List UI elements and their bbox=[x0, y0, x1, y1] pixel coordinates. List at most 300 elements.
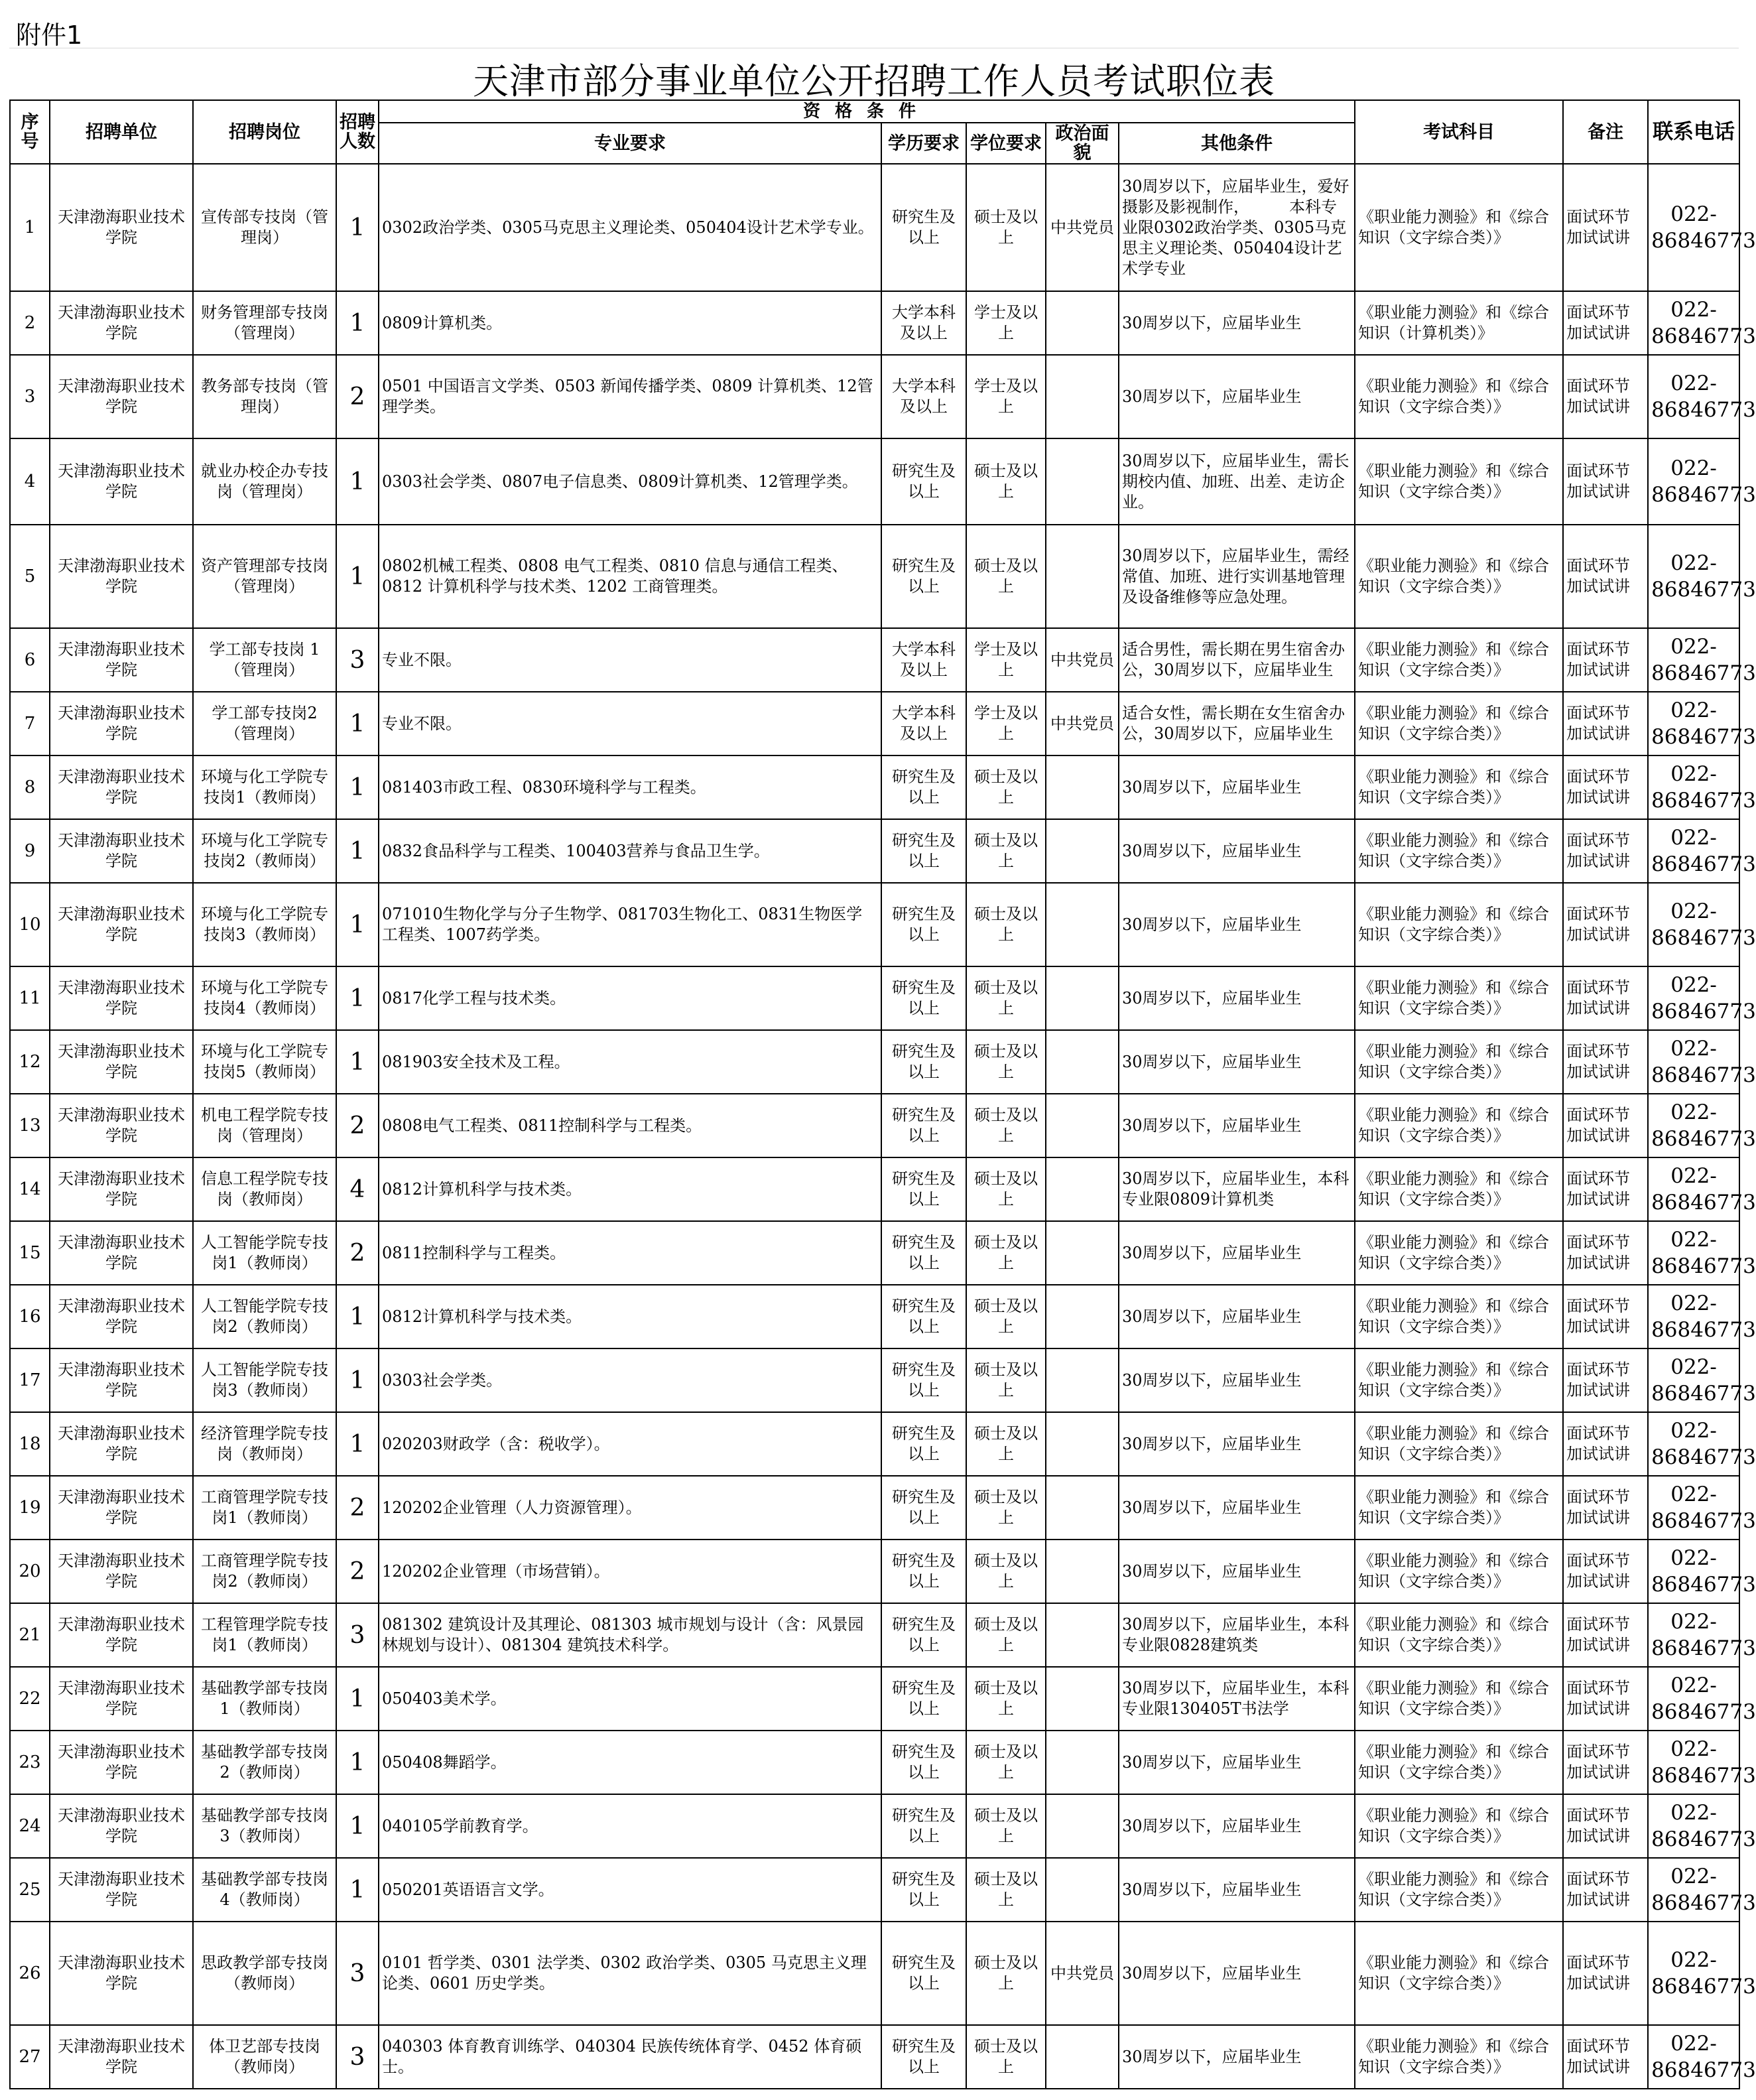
row-education: 研究生及以上 bbox=[881, 1285, 966, 1348]
row-seq: 16 bbox=[10, 1285, 50, 1348]
table-row bbox=[10, 1157, 1739, 1221]
row-seq: 22 bbox=[10, 1667, 50, 1731]
table-row bbox=[10, 819, 1739, 883]
row-seq: 26 bbox=[10, 1922, 50, 2025]
row-major: 0811控制科学与工程类。 bbox=[379, 1221, 881, 1285]
row-other: 30周岁以下，应届毕业生 bbox=[1119, 291, 1355, 355]
row-degree: 学士及以上 bbox=[966, 355, 1046, 438]
row-major: 0812计算机科学与技术类。 bbox=[379, 1157, 881, 1221]
row-post: 就业办校企办专技岗（管理岗） bbox=[193, 438, 336, 525]
row-unit: 天津渤海职业技术学院 bbox=[50, 1603, 193, 1667]
row-other: 30周岁以下，应届毕业生 bbox=[1119, 2025, 1355, 2089]
row-degree: 硕士及以上 bbox=[966, 1412, 1046, 1476]
row-count: 2 bbox=[336, 355, 379, 438]
row-post: 宣传部专技岗（管理岗） bbox=[193, 164, 336, 291]
row-education: 研究生及以上 bbox=[881, 1221, 966, 1285]
row-remark: 面试环节加试试讲 bbox=[1563, 2025, 1648, 2089]
row-count: 1 bbox=[336, 1858, 379, 1922]
row-count: 3 bbox=[336, 2025, 379, 2089]
header-remark: 备注 bbox=[1563, 100, 1648, 164]
row-remark: 面试环节加试试讲 bbox=[1563, 1922, 1648, 2025]
row-phone: 022-86846773 bbox=[1648, 438, 1739, 525]
row-other: 30周岁以下，应届毕业生 bbox=[1119, 355, 1355, 438]
row-other: 30周岁以下，应届毕业生，需长期校内值、加班、出差、走访企业。 bbox=[1119, 438, 1355, 525]
row-post: 基础教学部专技岗4（教师岗） bbox=[193, 1858, 336, 1922]
row-remark: 面试环节加试试讲 bbox=[1563, 966, 1648, 1030]
header-exam: 考试科目 bbox=[1355, 100, 1563, 164]
row-unit: 天津渤海职业技术学院 bbox=[50, 525, 193, 628]
row-phone: 022-86846773 bbox=[1648, 1794, 1739, 1858]
row-education: 研究生及以上 bbox=[881, 1731, 966, 1794]
row-politics bbox=[1046, 2025, 1119, 2089]
row-exam: 《职业能力测验》和《综合知识（文字综合类）》 bbox=[1355, 819, 1563, 883]
row-post: 环境与化工学院专技岗3（教师岗） bbox=[193, 883, 336, 966]
row-count: 1 bbox=[336, 1794, 379, 1858]
row-unit: 天津渤海职业技术学院 bbox=[50, 883, 193, 966]
spreadsheet bbox=[9, 9, 1756, 2092]
row-politics: 中共党员 bbox=[1046, 692, 1119, 755]
row-count: 3 bbox=[336, 1922, 379, 2025]
row-degree: 硕士及以上 bbox=[966, 1603, 1046, 1667]
positions-table bbox=[9, 99, 1756, 2089]
table-row bbox=[10, 883, 1739, 966]
row-phone: 022-86846773 bbox=[1648, 1221, 1739, 1285]
table-row bbox=[10, 692, 1739, 755]
header-qualifications: 资格条件 bbox=[379, 100, 1355, 123]
row-politics bbox=[1046, 966, 1119, 1030]
row-education: 研究生及以上 bbox=[881, 164, 966, 291]
table-row bbox=[10, 1348, 1739, 1412]
row-education: 研究生及以上 bbox=[881, 2025, 966, 2089]
row-unit: 天津渤海职业技术学院 bbox=[50, 438, 193, 525]
row-major: 0802机械工程类、0808 电气工程类、0810 信息与通信工程类、0812 计算机科学与技术类、1202 工商管理类。 bbox=[379, 525, 881, 628]
row-major: 0812计算机科学与技术类。 bbox=[379, 1285, 881, 1348]
row-remark: 面试环节加试试讲 bbox=[1563, 1794, 1648, 1858]
row-phone: 022-86846773 bbox=[1648, 355, 1739, 438]
row-degree: 硕士及以上 bbox=[966, 1794, 1046, 1858]
table-row bbox=[10, 1285, 1739, 1348]
header-seq: 序号 bbox=[10, 100, 50, 164]
row-degree: 学士及以上 bbox=[966, 692, 1046, 755]
row-seq: 15 bbox=[10, 1221, 50, 1285]
row-count: 1 bbox=[336, 819, 379, 883]
row-exam: 《职业能力测验》和《综合知识（文字综合类）》 bbox=[1355, 628, 1563, 692]
row-remark: 面试环节加试试讲 bbox=[1563, 438, 1648, 525]
row-seq: 6 bbox=[10, 628, 50, 692]
row-count: 2 bbox=[336, 1094, 379, 1157]
row-seq: 23 bbox=[10, 1731, 50, 1794]
row-count: 4 bbox=[336, 1157, 379, 1221]
table-row bbox=[10, 1412, 1739, 1476]
row-post: 资产管理部专技岗（管理岗） bbox=[193, 525, 336, 628]
row-politics bbox=[1046, 291, 1119, 355]
row-seq: 18 bbox=[10, 1412, 50, 1476]
row-politics bbox=[1046, 1030, 1119, 1094]
row-unit: 天津渤海职业技术学院 bbox=[50, 966, 193, 1030]
row-education: 研究生及以上 bbox=[881, 966, 966, 1030]
row-count: 1 bbox=[336, 1731, 379, 1794]
row-education: 研究生及以上 bbox=[881, 819, 966, 883]
table-body bbox=[10, 164, 1756, 2089]
row-phone: 022-86846773 bbox=[1648, 1476, 1739, 1540]
row-politics bbox=[1046, 1603, 1119, 1667]
row-remark: 面试环节加试试讲 bbox=[1563, 1476, 1648, 1540]
row-major: 040105学前教育学。 bbox=[379, 1794, 881, 1858]
row-degree: 学士及以上 bbox=[966, 628, 1046, 692]
row-phone: 022-86846773 bbox=[1648, 1858, 1739, 1922]
row-major: 0101 哲学类、0301 法学类、0302 政治学类、0305 马克思主义理论类、0601 历史学类。 bbox=[379, 1922, 881, 2025]
row-phone: 022-86846773 bbox=[1648, 291, 1739, 355]
row-major: 050408舞蹈学。 bbox=[379, 1731, 881, 1794]
row-exam: 《职业能力测验》和《综合知识（文字综合类）》 bbox=[1355, 1348, 1563, 1412]
row-seq: 13 bbox=[10, 1094, 50, 1157]
row-remark: 面试环节加试试讲 bbox=[1563, 755, 1648, 819]
row-seq: 17 bbox=[10, 1348, 50, 1412]
row-education: 大学本科及以上 bbox=[881, 291, 966, 355]
row-major: 081302 建筑设计及其理论、081303 城市规划与设计（含：风景园林规划与设计）、081304 建筑技术科学。 bbox=[379, 1603, 881, 1667]
row-education: 大学本科及以上 bbox=[881, 628, 966, 692]
row-politics bbox=[1046, 355, 1119, 438]
row-other: 适合男性，需长期在男生宿舍办公，30周岁以下，应届毕业生 bbox=[1119, 628, 1355, 692]
row-major: 专业不限。 bbox=[379, 692, 881, 755]
row-post: 基础教学部专技岗3（教师岗） bbox=[193, 1794, 336, 1858]
row-other: 30周岁以下，应届毕业生，本科专业限0809计算机类 bbox=[1119, 1157, 1355, 1221]
row-phone: 022-86846773 bbox=[1648, 1030, 1739, 1094]
row-remark: 面试环节加试试讲 bbox=[1563, 1412, 1648, 1476]
row-remark: 面试环节加试试讲 bbox=[1563, 1667, 1648, 1731]
row-politics: 中共党员 bbox=[1046, 1922, 1119, 2025]
table-row bbox=[10, 966, 1739, 1030]
row-politics bbox=[1046, 1476, 1119, 1540]
header-post: 招聘岗位 bbox=[193, 100, 336, 164]
row-degree: 硕士及以上 bbox=[966, 1476, 1046, 1540]
row-other: 30周岁以下，应届毕业生 bbox=[1119, 1094, 1355, 1157]
row-exam: 《职业能力测验》和《综合知识（文字综合类）》 bbox=[1355, 1476, 1563, 1540]
annex-label: 附件1 bbox=[16, 21, 83, 50]
row-seq: 14 bbox=[10, 1157, 50, 1221]
row-remark: 面试环节加试试讲 bbox=[1563, 291, 1648, 355]
row-post: 教务部专技岗（管理岗） bbox=[193, 355, 336, 438]
row-phone: 022-86846773 bbox=[1648, 883, 1739, 966]
row-post: 基础教学部专技岗1（教师岗） bbox=[193, 1667, 336, 1731]
row-major: 0832食品科学与工程类、100403营养与食品卫生学。 bbox=[379, 819, 881, 883]
row-unit: 天津渤海职业技术学院 bbox=[50, 1476, 193, 1540]
row-other: 30周岁以下，应届毕业生，需经常值、加班、进行实训基地管理及设备维修等应急处理。 bbox=[1119, 525, 1355, 628]
row-remark: 面试环节加试试讲 bbox=[1563, 883, 1648, 966]
row-count: 3 bbox=[336, 1603, 379, 1667]
row-seq: 21 bbox=[10, 1603, 50, 1667]
table-row bbox=[10, 1603, 1739, 1667]
table-row bbox=[10, 291, 1739, 355]
row-education: 研究生及以上 bbox=[881, 1858, 966, 1922]
row-other: 30周岁以下，应届毕业生 bbox=[1119, 755, 1355, 819]
row-major: 071010生物化学与分子生物学、081703生物化工、0831生物医学工程类、1007药学类。 bbox=[379, 883, 881, 966]
row-exam: 《职业能力测验》和《综合知识（文字综合类）》 bbox=[1355, 1157, 1563, 1221]
row-exam: 《职业能力测验》和《综合知识（文字综合类）》 bbox=[1355, 755, 1563, 819]
row-count: 1 bbox=[336, 692, 379, 755]
table-row bbox=[10, 1858, 1739, 1922]
row-remark: 面试环节加试试讲 bbox=[1563, 1731, 1648, 1794]
row-major: 0302政治学类、0305马克思主义理论类、050404设计艺术学专业。 bbox=[379, 164, 881, 291]
row-remark: 面试环节加试试讲 bbox=[1563, 819, 1648, 883]
table-row bbox=[10, 1922, 1739, 2025]
row-post: 工商管理学院专技岗2（教师岗） bbox=[193, 1540, 336, 1603]
row-remark: 面试环节加试试讲 bbox=[1563, 1030, 1648, 1094]
row-other: 30周岁以下，应届毕业生，本科专业限130405T书法学 bbox=[1119, 1667, 1355, 1731]
row-count: 3 bbox=[336, 628, 379, 692]
row-degree: 硕士及以上 bbox=[966, 966, 1046, 1030]
row-count: 1 bbox=[336, 755, 379, 819]
row-degree: 硕士及以上 bbox=[966, 2025, 1046, 2089]
row-exam: 《职业能力测验》和《综合知识（文字综合类）》 bbox=[1355, 164, 1563, 291]
row-remark: 面试环节加试试讲 bbox=[1563, 164, 1648, 291]
row-unit: 天津渤海职业技术学院 bbox=[50, 2025, 193, 2089]
row-education: 研究生及以上 bbox=[881, 525, 966, 628]
row-degree: 硕士及以上 bbox=[966, 1157, 1046, 1221]
row-degree: 硕士及以上 bbox=[966, 1221, 1046, 1285]
row-unit: 天津渤海职业技术学院 bbox=[50, 1794, 193, 1858]
row-count: 1 bbox=[336, 1348, 379, 1412]
table-row bbox=[10, 628, 1739, 692]
row-seq: 20 bbox=[10, 1540, 50, 1603]
row-unit: 天津渤海职业技术学院 bbox=[50, 819, 193, 883]
row-phone: 022-86846773 bbox=[1648, 819, 1739, 883]
row-count: 2 bbox=[336, 1476, 379, 1540]
row-exam: 《职业能力测验》和《综合知识（文字综合类）》 bbox=[1355, 1412, 1563, 1476]
row-seq: 2 bbox=[10, 291, 50, 355]
row-post: 信息工程学院专技岗（教师岗） bbox=[193, 1157, 336, 1221]
row-exam: 《职业能力测验》和《综合知识（文字综合类）》 bbox=[1355, 1094, 1563, 1157]
row-major: 050201英语语言文学。 bbox=[379, 1858, 881, 1922]
row-politics bbox=[1046, 883, 1119, 966]
row-other: 30周岁以下，应届毕业生 bbox=[1119, 1476, 1355, 1540]
row-exam: 《职业能力测验》和《综合知识（文字综合类）》 bbox=[1355, 1667, 1563, 1731]
row-unit: 天津渤海职业技术学院 bbox=[50, 1667, 193, 1731]
row-remark: 面试环节加试试讲 bbox=[1563, 1540, 1648, 1603]
row-major: 081403市政工程、0830环境科学与工程类。 bbox=[379, 755, 881, 819]
header-count: 招聘人数 bbox=[336, 100, 379, 164]
row-exam: 《职业能力测验》和《综合知识（文字综合类）》 bbox=[1355, 1221, 1563, 1285]
row-count: 2 bbox=[336, 1540, 379, 1603]
row-phone: 022-86846773 bbox=[1648, 966, 1739, 1030]
row-post: 环境与化工学院专技岗4（教师岗） bbox=[193, 966, 336, 1030]
row-education: 研究生及以上 bbox=[881, 755, 966, 819]
row-remark: 面试环节加试试讲 bbox=[1563, 355, 1648, 438]
row-degree: 硕士及以上 bbox=[966, 1667, 1046, 1731]
row-count: 1 bbox=[336, 1667, 379, 1731]
row-other: 30周岁以下，应届毕业生 bbox=[1119, 1922, 1355, 2025]
row-phone: 022-86846773 bbox=[1648, 1094, 1739, 1157]
row-post: 学工部专技岗 1（管理岗） bbox=[193, 628, 336, 692]
row-major: 050403美术学。 bbox=[379, 1667, 881, 1731]
row-unit: 天津渤海职业技术学院 bbox=[50, 1412, 193, 1476]
row-major: 020203财政学（含：税收学）。 bbox=[379, 1412, 881, 1476]
row-unit: 天津渤海职业技术学院 bbox=[50, 1030, 193, 1094]
table-row bbox=[10, 1540, 1739, 1603]
row-post: 工程管理学院专技岗1（教师岗） bbox=[193, 1603, 336, 1667]
row-phone: 022-86846773 bbox=[1648, 1731, 1739, 1794]
row-post: 体卫艺部专技岗（教师岗） bbox=[193, 2025, 336, 2089]
row-phone: 022-86846773 bbox=[1648, 1922, 1739, 2025]
row-exam: 《职业能力测验》和《综合知识（文字综合类）》 bbox=[1355, 355, 1563, 438]
row-degree: 硕士及以上 bbox=[966, 755, 1046, 819]
row-phone: 022-86846773 bbox=[1648, 525, 1739, 628]
row-major: 0808电气工程类、0811控制科学与工程类。 bbox=[379, 1094, 881, 1157]
row-education: 研究生及以上 bbox=[881, 438, 966, 525]
row-exam: 《职业能力测验》和《综合知识（文字综合类）》 bbox=[1355, 966, 1563, 1030]
row-exam: 《职业能力测验》和《综合知识（文字综合类）》 bbox=[1355, 1731, 1563, 1794]
row-degree: 硕士及以上 bbox=[966, 1285, 1046, 1348]
row-unit: 天津渤海职业技术学院 bbox=[50, 291, 193, 355]
row-other: 30周岁以下，应届毕业生 bbox=[1119, 1221, 1355, 1285]
table-row bbox=[10, 525, 1739, 628]
row-seq: 3 bbox=[10, 355, 50, 438]
row-phone: 022-86846773 bbox=[1648, 755, 1739, 819]
row-seq: 10 bbox=[10, 883, 50, 966]
row-politics bbox=[1046, 1540, 1119, 1603]
row-politics bbox=[1046, 1221, 1119, 1285]
row-exam: 《职业能力测验》和《综合知识（文字综合类）》 bbox=[1355, 525, 1563, 628]
row-count: 1 bbox=[336, 525, 379, 628]
table-row bbox=[10, 2025, 1739, 2089]
row-unit: 天津渤海职业技术学院 bbox=[50, 1540, 193, 1603]
row-politics bbox=[1046, 1094, 1119, 1157]
title-row bbox=[9, 48, 1739, 102]
row-unit: 天津渤海职业技术学院 bbox=[50, 1285, 193, 1348]
row-seq: 27 bbox=[10, 2025, 50, 2089]
row-major: 0303社会学类、0807电子信息类、0809计算机类、12管理学类。 bbox=[379, 438, 881, 525]
row-education: 研究生及以上 bbox=[881, 1030, 966, 1094]
row-major: 0501 中国语言文学类、0503 新闻传播学类、0809 计算机类、12管理学类。 bbox=[379, 355, 881, 438]
row-exam: 《职业能力测验》和《综合知识（文字综合类）》 bbox=[1355, 1858, 1563, 1922]
row-post: 环境与化工学院专技岗1（教师岗） bbox=[193, 755, 336, 819]
row-degree: 硕士及以上 bbox=[966, 1348, 1046, 1412]
row-seq: 4 bbox=[10, 438, 50, 525]
row-seq: 9 bbox=[10, 819, 50, 883]
row-education: 研究生及以上 bbox=[881, 1348, 966, 1412]
row-politics bbox=[1046, 1412, 1119, 1476]
row-post: 财务管理部专技岗（管理岗） bbox=[193, 291, 336, 355]
row-education: 研究生及以上 bbox=[881, 1603, 966, 1667]
row-unit: 天津渤海职业技术学院 bbox=[50, 628, 193, 692]
row-other: 30周岁以下，应届毕业生 bbox=[1119, 1731, 1355, 1794]
row-remark: 面试环节加试试讲 bbox=[1563, 1221, 1648, 1285]
row-other: 30周岁以下，应届毕业生，本科专业限0828建筑类 bbox=[1119, 1603, 1355, 1667]
row-phone: 022-86846773 bbox=[1648, 628, 1739, 692]
row-education: 研究生及以上 bbox=[881, 1540, 966, 1603]
table-row bbox=[10, 1476, 1739, 1540]
table-row bbox=[10, 438, 1739, 525]
row-politics bbox=[1046, 1285, 1119, 1348]
row-other: 30周岁以下，应届毕业生 bbox=[1119, 1412, 1355, 1476]
row-politics bbox=[1046, 1731, 1119, 1794]
row-unit: 天津渤海职业技术学院 bbox=[50, 1858, 193, 1922]
header-politics: 政治面貌 bbox=[1046, 123, 1119, 164]
row-unit: 天津渤海职业技术学院 bbox=[50, 1157, 193, 1221]
row-count: 2 bbox=[336, 1221, 379, 1285]
row-remark: 面试环节加试试讲 bbox=[1563, 1348, 1648, 1412]
annex-row bbox=[9, 9, 1739, 48]
row-exam: 《职业能力测验》和《综合知识（文字综合类）》 bbox=[1355, 1922, 1563, 2025]
row-remark: 面试环节加试试讲 bbox=[1563, 692, 1648, 755]
row-remark: 面试环节加试试讲 bbox=[1563, 525, 1648, 628]
row-post: 机电工程学院专技岗（管理岗） bbox=[193, 1094, 336, 1157]
row-remark: 面试环节加试试讲 bbox=[1563, 1094, 1648, 1157]
row-politics bbox=[1046, 1157, 1119, 1221]
row-phone: 022-86846773 bbox=[1648, 1603, 1739, 1667]
row-seq: 11 bbox=[10, 966, 50, 1030]
header-degree: 学位要求 bbox=[966, 123, 1046, 164]
row-degree: 硕士及以上 bbox=[966, 1731, 1046, 1794]
table-row bbox=[10, 1221, 1739, 1285]
row-exam: 《职业能力测验》和《综合知识（文字综合类）》 bbox=[1355, 2025, 1563, 2089]
row-unit: 天津渤海职业技术学院 bbox=[50, 1922, 193, 2025]
row-exam: 《职业能力测验》和《综合知识（文字综合类）》 bbox=[1355, 1285, 1563, 1348]
row-post: 基础教学部专技岗2（教师岗） bbox=[193, 1731, 336, 1794]
row-education: 研究生及以上 bbox=[881, 1476, 966, 1540]
table-row bbox=[10, 755, 1739, 819]
row-politics bbox=[1046, 819, 1119, 883]
row-seq: 5 bbox=[10, 525, 50, 628]
row-exam: 《职业能力测验》和《综合知识（文字综合类）》 bbox=[1355, 692, 1563, 755]
row-unit: 天津渤海职业技术学院 bbox=[50, 355, 193, 438]
row-education: 研究生及以上 bbox=[881, 1667, 966, 1731]
row-other: 30周岁以下，应届毕业生 bbox=[1119, 1540, 1355, 1603]
header-phone: 联系电话 bbox=[1648, 100, 1739, 164]
row-phone: 022-86846773 bbox=[1648, 1348, 1739, 1412]
header-major: 专业要求 bbox=[379, 123, 881, 164]
row-other: 30周岁以下，应届毕业生，爱好摄影及影视制作， 本科专业限0302政治学类、0305马克思主义理论类、050404设计艺术学专业 bbox=[1119, 164, 1355, 291]
row-major: 081903安全技术及工程。 bbox=[379, 1030, 881, 1094]
row-degree: 硕士及以上 bbox=[966, 438, 1046, 525]
row-other: 30周岁以下，应届毕业生 bbox=[1119, 1348, 1355, 1412]
row-other: 30周岁以下，应届毕业生 bbox=[1119, 1030, 1355, 1094]
row-count: 1 bbox=[336, 966, 379, 1030]
row-phone: 022-86846773 bbox=[1648, 1285, 1739, 1348]
table-row bbox=[10, 355, 1739, 438]
row-education: 大学本科及以上 bbox=[881, 692, 966, 755]
row-post: 人工智能学院专技岗2（教师岗） bbox=[193, 1285, 336, 1348]
table-row bbox=[10, 1030, 1739, 1094]
row-unit: 天津渤海职业技术学院 bbox=[50, 164, 193, 291]
row-major: 120202企业管理（人力资源管理）。 bbox=[379, 1476, 881, 1540]
row-other: 30周岁以下，应届毕业生 bbox=[1119, 1858, 1355, 1922]
row-post: 工商管理学院专技岗1（教师岗） bbox=[193, 1476, 336, 1540]
row-count: 1 bbox=[336, 164, 379, 291]
row-count: 1 bbox=[336, 438, 379, 525]
page-title: 天津市部分事业单位公开招聘工作人员考试职位表 bbox=[473, 60, 1275, 102]
table-row bbox=[10, 1794, 1739, 1858]
row-degree: 硕士及以上 bbox=[966, 819, 1046, 883]
row-post: 环境与化工学院专技岗2（教师岗） bbox=[193, 819, 336, 883]
row-education: 研究生及以上 bbox=[881, 1794, 966, 1858]
row-other: 30周岁以下，应届毕业生 bbox=[1119, 1794, 1355, 1858]
row-education: 研究生及以上 bbox=[881, 1157, 966, 1221]
row-exam: 《职业能力测验》和《综合知识（文字综合类）》 bbox=[1355, 438, 1563, 525]
row-politics bbox=[1046, 525, 1119, 628]
row-degree: 学士及以上 bbox=[966, 291, 1046, 355]
header-unit: 招聘单位 bbox=[50, 100, 193, 164]
row-count: 1 bbox=[336, 291, 379, 355]
row-exam: 《职业能力测验》和《综合知识（文字综合类）》 bbox=[1355, 1540, 1563, 1603]
row-post: 环境与化工学院专技岗5（教师岗） bbox=[193, 1030, 336, 1094]
header-education: 学历要求 bbox=[881, 123, 966, 164]
row-education: 研究生及以上 bbox=[881, 1922, 966, 2025]
row-education: 研究生及以上 bbox=[881, 883, 966, 966]
row-remark: 面试环节加试试讲 bbox=[1563, 628, 1648, 692]
row-degree: 硕士及以上 bbox=[966, 164, 1046, 291]
row-politics: 中共党员 bbox=[1046, 164, 1119, 291]
